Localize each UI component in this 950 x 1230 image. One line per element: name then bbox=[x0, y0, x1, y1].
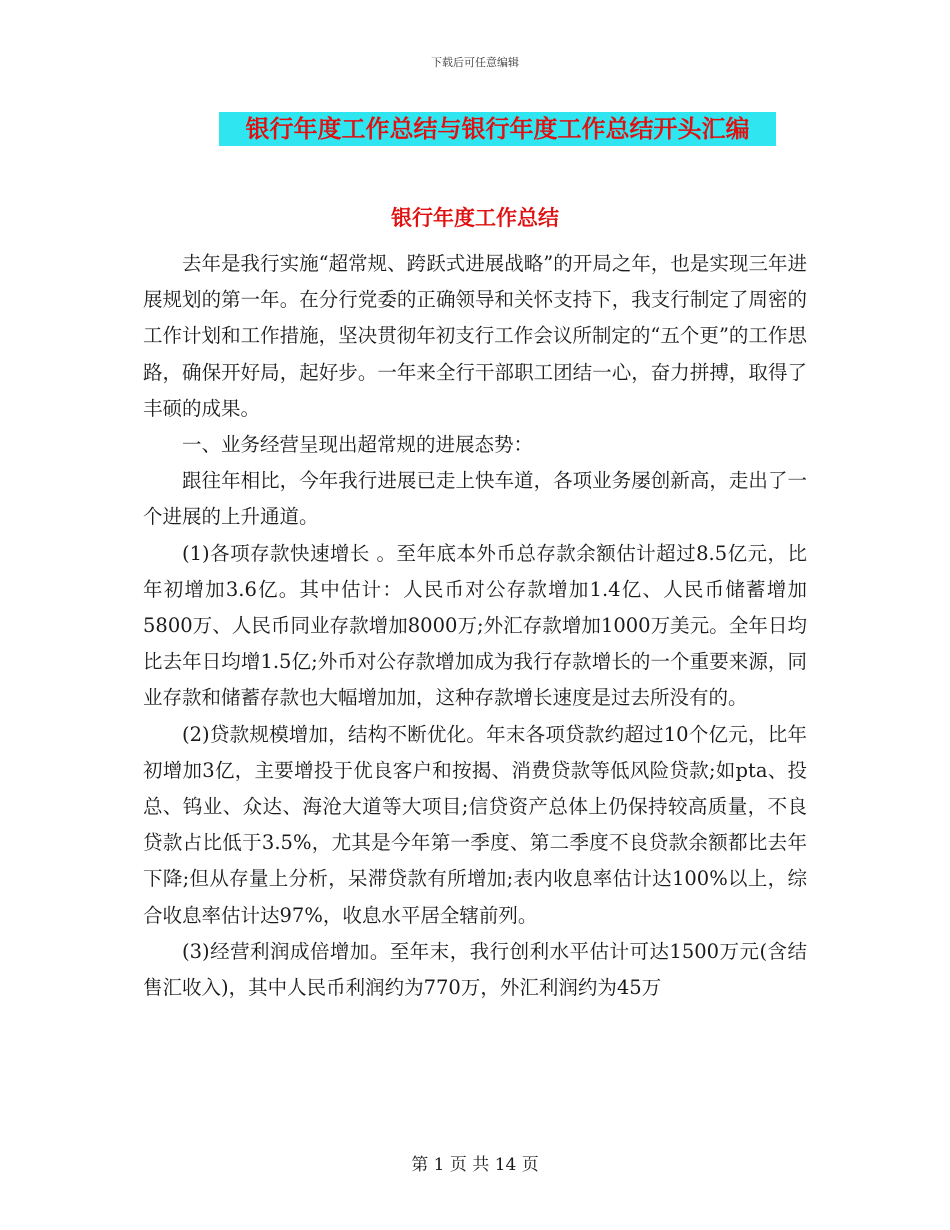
paragraph-profits: (3)经营利润成倍增加。至年末，我行创利水平估计可达1500万元(含结售汇收入)，其中人民币利润约为770万，外汇利润约为45万 bbox=[143, 939, 807, 1000]
paragraph-deposits: (1)各项存款快速增长 。至年底本外币总存款余额估计超过8.5亿元，比年初增加3.6亿。其中估计：人民币对公存款增加1.4亿、人民币储蓄增加5800万、人民币同业存款增加8000万;外汇存款增加1000万美元。全年日均比去年日均增1.5亿;外币对公存款增加成为我行存款增长的一个重要来源，同业存款和储蓄存款也大幅增加加，这种存款增长速度是过去所没有的。 bbox=[143, 541, 807, 710]
paragraph-heading-1: 一、业务经营呈现出超常规的进展态势： bbox=[182, 433, 534, 457]
page-number-footer: 第 1 页 共 14 页 bbox=[411, 1155, 539, 1175]
header-note: 下载后可任意编辑 bbox=[431, 56, 519, 69]
paragraph-overview: 跟往年相比，今年我行进展已走上快车道，各项业务屡创新高，走出了一个进展的上升通道。 bbox=[143, 469, 807, 529]
document-title: 银行年度工作总结与银行年度工作总结开头汇编 bbox=[219, 112, 776, 146]
document-body bbox=[143, 246, 807, 1006]
paragraph-loans: (2)贷款规模增加，结构不断优化。年末各项贷款约超过10个亿元，比年初增加3亿，主要增投于优良客户和按揭、消费贷款等低风险贷款;如pta、投总、钨业、众达、海沧大道等大项目;信贷资产总体上仍保持较高质量，不良贷款占比低于3.5%，尤其是今年第一季度、第二季度不良贷款余额都比去年下降;但从存量上分析，呆滞贷款有所增加;表内收息率估计达100%以上，综合收息率估计达97%，收息水平居全辖前列。 bbox=[143, 722, 807, 927]
section-title: 银行年度工作总结 bbox=[391, 206, 559, 230]
paragraph-intro: 去年是我行实施“超常规、跨跃式进展战略”的开局之年，也是实现三年进展规划的第一年。在分行党委的正确领导和关怀支持下，我支行制定了周密的工作计划和工作措施，坚决贯彻年初支行工作会议所制定的“五个更”的工作思路，确保开好局，起好步。一年来全行干部职工团结一心，奋力拼搏，取得了丰硕的成果。 bbox=[143, 252, 807, 420]
